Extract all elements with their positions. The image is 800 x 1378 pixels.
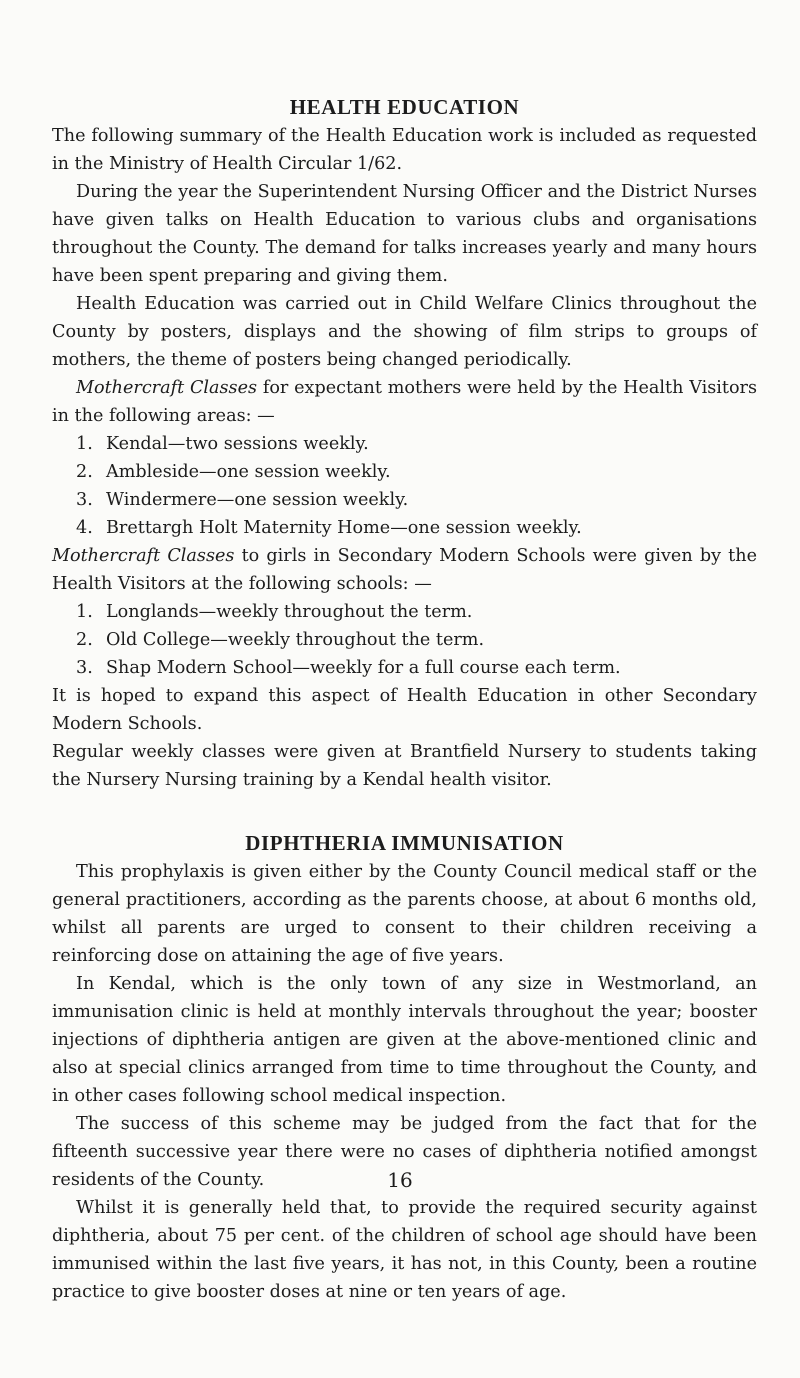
paragraph: In Kendal, which is the only town of any size in Westmorland, an immunisation clinic is held at monthly intervals throughout the year; booster injections of diphtheria antigen are given at the above-mentioned clinic and also at special clinics arranged from time to time throughout the County, and in other cases following school medical inspection. <box>52 974 757 1106</box>
paragraph-text: for expectant mothers were held by the Health Visitors in the following areas: — <box>52 378 757 426</box>
list-text: Windermere—one session weekly. <box>106 490 409 510</box>
mothercraft-schools-list <box>52 598 757 682</box>
section-heading-health-education: HEALTH EDUCATION <box>289 95 520 119</box>
italic-title: Mothercraft Classes <box>52 546 235 566</box>
paragraph: Health Education was carried out in Child Welfare Clinics throughout the County by posters, displays and the showing of film strips to groups of mothers, the theme of posters being changed periodically. <box>52 294 757 370</box>
paragraph: It is hoped to expand this aspect of Health Education in other Secondary Modern Schools. <box>52 686 757 734</box>
text-column <box>52 92 757 1306</box>
paragraph: The following summary of the Health Education work is included as requested in the Ministry of Health Circular 1/62. <box>52 126 757 174</box>
list-text: Ambleside—one session weekly. <box>106 462 391 482</box>
list-item <box>52 626 757 654</box>
mothercraft-areas-list <box>52 430 757 542</box>
list-number: 1. <box>76 602 93 622</box>
page-number: 16 <box>387 1168 413 1192</box>
list-number: 2. <box>76 630 93 650</box>
italic-title: Mothercraft Classes <box>76 378 258 398</box>
paragraph: Regular weekly classes were given at Brantfield Nursery to students taking the Nursery Nursing training by a Kendal health visitor. <box>52 742 757 790</box>
paragraph: Whilst it is generally held that, to provide the required security against diphtheria, about 75 per cent. of the children of school age should have been immunised within the last five years, it has not, in this County, been a routine practice to give booster doses at nine or ten years of age. <box>52 1198 757 1302</box>
paragraph-mothercraft-areas <box>52 374 757 430</box>
list-text: Kendal—two sessions weekly. <box>106 434 369 454</box>
paragraph: This prophylaxis is given either by the County Council medical staff or the general practitioners, according as the parents choose, at about 6 months old, whilst all parents are urged to consent to their children receiving a reinforcing dose on attaining the age of five years. <box>52 862 757 966</box>
section-heading-diphtheria: DIPHTHERIA IMMUNISATION <box>245 831 564 855</box>
list-text: Old College—weekly throughout the term. <box>106 630 485 650</box>
list-item <box>52 486 757 514</box>
paragraph: During the year the Superintendent Nursing Officer and the District Nurses have given talks on Health Education to various clubs and organisations throughout the County. The demand for talks increases yearly and many hours have been spent preparing and giving them. <box>52 182 757 286</box>
list-text: Shap Modern School—weekly for a full course each term. <box>106 658 621 678</box>
paragraph: The success of this scheme may be judged from the fact that for the fifteenth successive year there were no cases of diphtheria notified amongst residents of the County. <box>52 1114 757 1190</box>
paragraph-mothercraft-schools <box>52 542 757 598</box>
list-text: Brettargh Holt Maternity Home—one session weekly. <box>106 518 582 538</box>
list-number: 1. <box>76 434 93 454</box>
list-item <box>52 514 757 542</box>
list-number: 3. <box>76 658 93 678</box>
list-item <box>52 458 757 486</box>
list-number: 2. <box>76 462 93 482</box>
list-number: 3. <box>76 490 93 510</box>
list-item <box>52 598 757 626</box>
paragraph-text: to girls in Secondary Modern Schools were given by the Health Visitors at the following schools: — <box>52 546 758 594</box>
list-text: Longlands—weekly throughout the term. <box>106 602 473 622</box>
list-number: 4. <box>76 518 93 538</box>
list-item <box>52 430 757 458</box>
list-item <box>52 654 757 682</box>
